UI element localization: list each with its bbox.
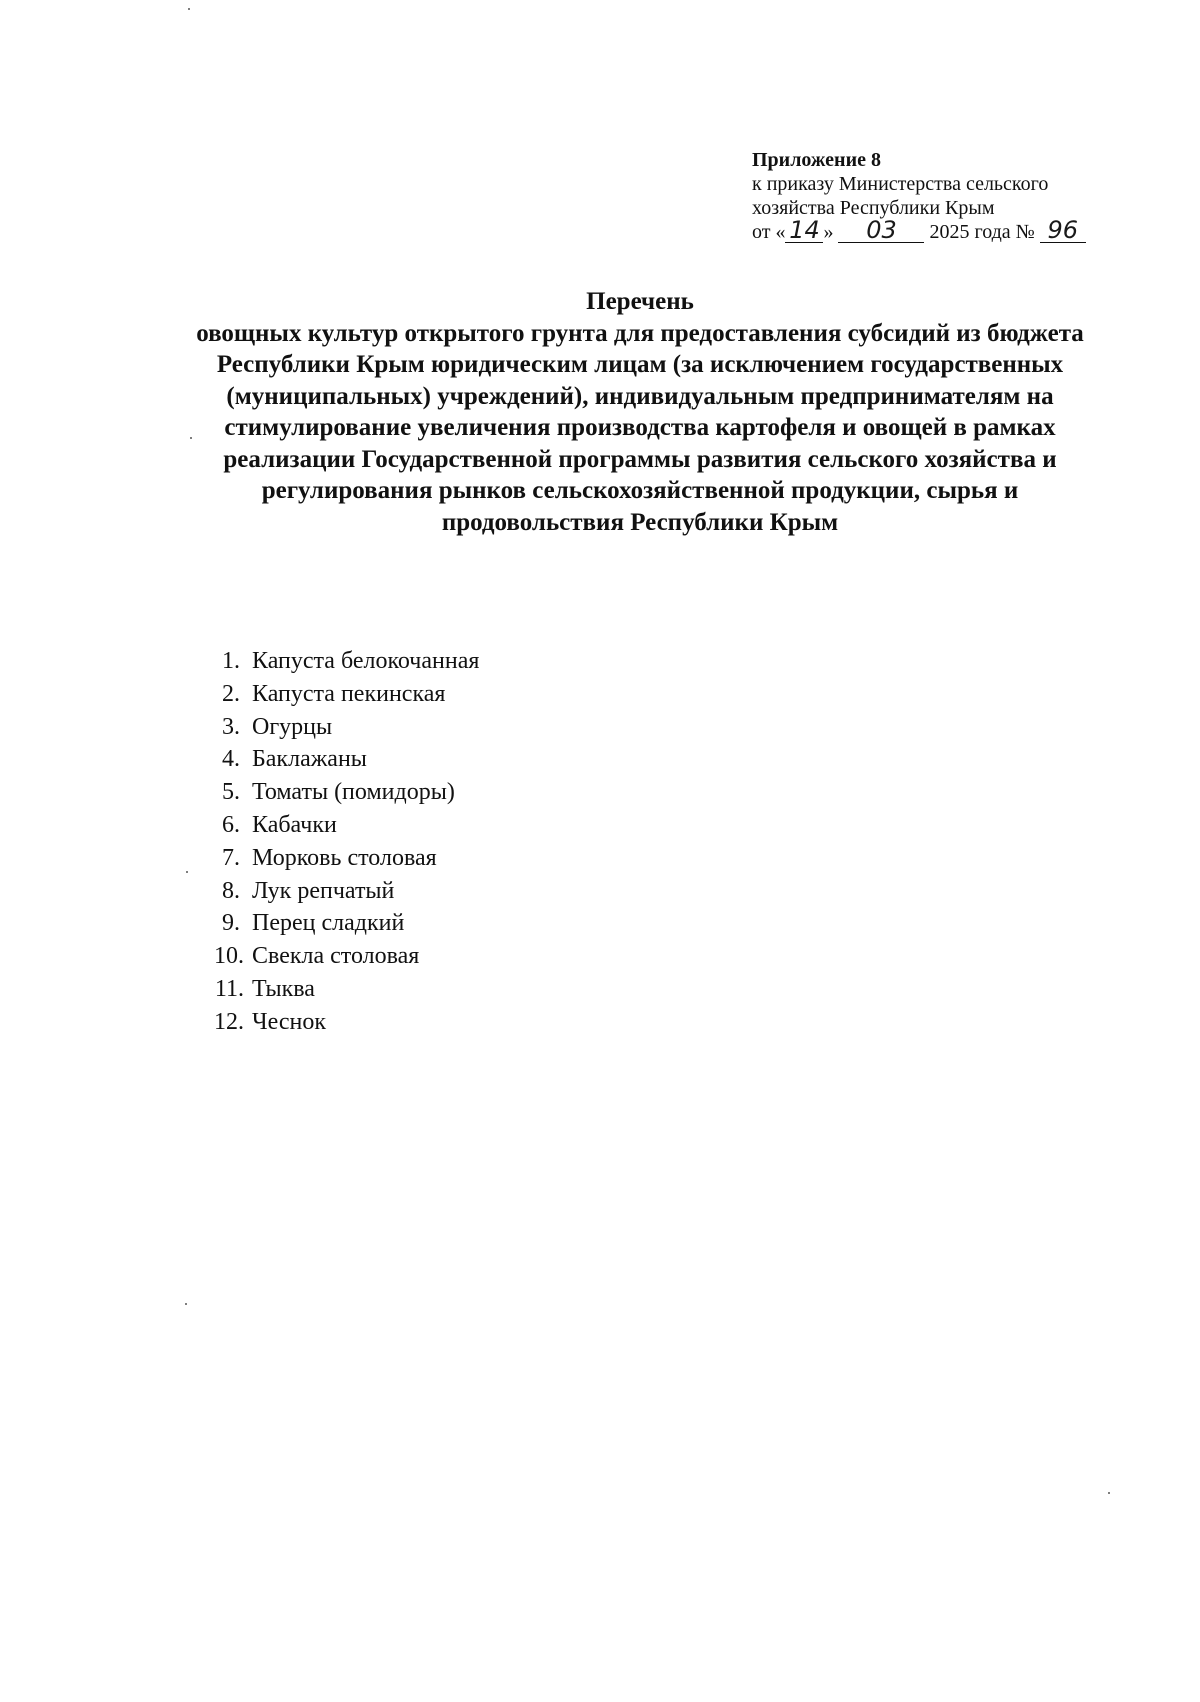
document-title [170, 286, 1110, 538]
list-item-number: 12. [214, 1008, 244, 1035]
date-separator: » [823, 221, 834, 243]
appendix-title: Приложение 8 [752, 149, 881, 171]
appendix-order-line: к приказу Министерства сельского [752, 173, 1049, 195]
list-item [200, 678, 479, 711]
appendix-reference [752, 148, 1132, 244]
list-item [200, 940, 479, 973]
list-item-name: Перец сладкий [252, 910, 405, 937]
list-item [200, 842, 479, 875]
list-item [200, 743, 479, 776]
list-item-number: 9. [222, 910, 240, 937]
order-number-handwritten: 96 [1047, 216, 1079, 244]
scan-speck [185, 1303, 187, 1305]
list-item [200, 776, 479, 809]
list-item [200, 645, 479, 678]
list-item-name: Тыква [252, 975, 315, 1002]
list-item [200, 907, 479, 940]
list-item-number: 5. [222, 779, 240, 806]
list-item-name: Кабачки [252, 811, 337, 838]
crop-list [200, 645, 479, 1039]
list-item-number: 4. [222, 746, 240, 773]
list-item-name: Капуста пекинская [252, 680, 446, 707]
document-heading: Перечень [586, 288, 694, 315]
list-item [200, 809, 479, 842]
order-number-field [1040, 216, 1086, 244]
list-item-name: Морковь столовая [252, 844, 437, 871]
list-item [200, 973, 479, 1006]
date-year-text: 2025 года № [929, 221, 1035, 243]
list-item-number: 6. [222, 811, 240, 838]
list-item-number: 7. [222, 844, 240, 871]
list-item [200, 711, 479, 744]
list-item-name: Чеснок [252, 1008, 327, 1035]
list-item-name: Лук репчатый [252, 877, 395, 904]
document-subheading: овощных культур открытого грунта для предоставления субсидий из бюджета Республики Крым юридическим лицам (за исключением государственных (муниципальных) учреждений), индивидуальным предпринимателям на стимулирование увеличения производства картофеля и овощей в рамках реализации Государственной программы развития сельского хозяйства и регулирования рынков сельскохозяйственной продукции, сырья и продовольствия Республики Крым [196, 319, 1084, 536]
list-item-number: 2. [222, 680, 240, 707]
list-item-name: Капуста белокочанная [252, 648, 480, 674]
date-month-field [838, 216, 924, 244]
list-item-number: 1. [222, 648, 240, 674]
list-item-number: 3. [222, 713, 240, 740]
list-item-name: Томаты (помидоры) [252, 779, 455, 806]
list-item [200, 875, 479, 908]
scan-speck [1108, 1492, 1110, 1494]
list-item-name: Баклажаны [252, 746, 367, 773]
list-item [200, 1006, 479, 1039]
appendix-ministry-line: хозяйства Республики Крым [752, 197, 995, 219]
date-day-field [785, 216, 823, 244]
list-item-number: 10. [214, 943, 244, 970]
date-month-handwritten: 03 [866, 216, 897, 244]
list-item-name: Свекла столовая [252, 943, 420, 970]
date-prefix: от « [752, 221, 786, 243]
date-day-handwritten: 14 [789, 216, 820, 244]
list-item-name: Огурцы [252, 713, 333, 740]
list-item-number: 11. [214, 975, 244, 1002]
scan-speck [186, 871, 188, 873]
appendix-date-line [752, 216, 1132, 244]
list-item-number: 8. [222, 877, 240, 904]
scan-speck [188, 8, 190, 10]
